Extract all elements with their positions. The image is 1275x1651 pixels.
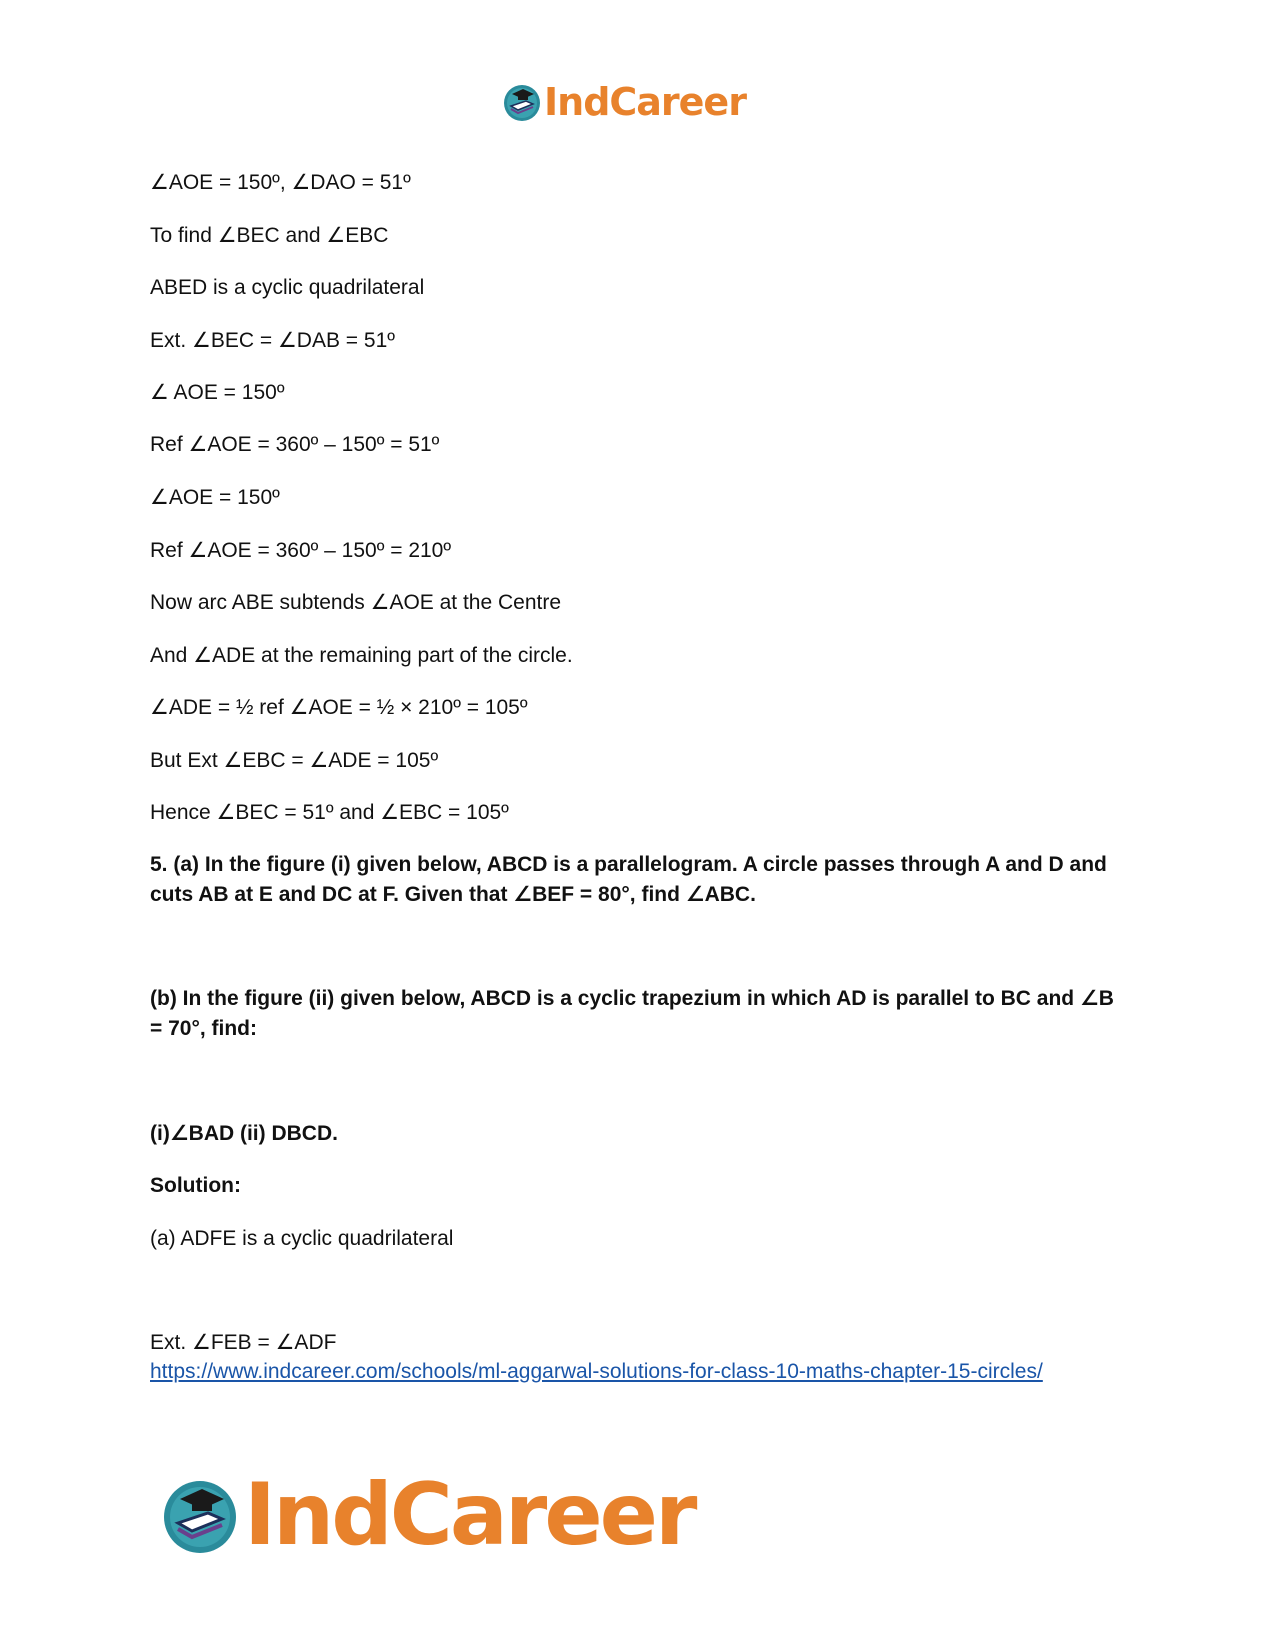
text-line: Ref ∠AOE = 360º – 150º = 51º: [150, 433, 440, 456]
footer-logo: [160, 1465, 694, 1565]
solution-line: (a) ADFE is a cyclic quadrilateral: [150, 1227, 454, 1250]
text-line: ∠ AOE = 150º: [150, 381, 285, 404]
graduation-book-icon: [160, 1475, 240, 1555]
question-5b-parts: (i)∠BAD (ii) DBCD.: [150, 1122, 338, 1145]
text-line: Now arc ABE subtends ∠AOE at the Centre: [150, 591, 562, 614]
text-line: But Ext ∠EBC = ∠ADE = 105º: [150, 749, 439, 772]
solution-line: Ext. ∠FEB = ∠ADF: [150, 1331, 337, 1354]
header-logo: [502, 80, 746, 124]
logo-wordmark: IndCareer: [544, 80, 746, 124]
source-link[interactable]: https://www.indcareer.com/schools/ml-aggarwal-solutions-for-class-10-maths-chapter-15-circles/: [150, 1360, 1043, 1383]
logo-wordmark: IndCareer: [244, 1465, 695, 1565]
text-line: Ext. ∠BEC = ∠DAB = 51º: [150, 329, 395, 352]
solution-heading: Solution:: [150, 1174, 241, 1197]
question-5a: 5. (a) In the figure (i) given below, ABCD is a parallelogram. A circle passes through A and D and cuts AB at E and DC at F. Given that ∠BEF = 80°, find ∠ABC.: [150, 853, 1107, 906]
text-line: Ref ∠AOE = 360º – 150º = 210º: [150, 539, 452, 562]
text-line: And ∠ADE at the remaining part of the circle.: [150, 644, 573, 667]
text-line: To find ∠BEC and ∠EBC: [150, 224, 389, 247]
text-line: ∠ADE = ½ ref ∠AOE = ½ × 210º = 105º: [150, 696, 528, 719]
text-line: ∠AOE = 150º, ∠DAO = 51º: [150, 171, 411, 194]
text-line: Hence ∠BEC = 51º and ∠EBC = 105º: [150, 801, 509, 824]
question-5b: (b) In the figure (ii) given below, ABCD is a cyclic trapezium in which AD is parallel to BC and ∠B = 70°, find:: [150, 987, 1114, 1040]
text-line: ∠AOE = 150º: [150, 486, 280, 509]
graduation-book-icon: [502, 82, 542, 122]
text-line: ABED is a cyclic quadrilateral: [150, 276, 425, 299]
